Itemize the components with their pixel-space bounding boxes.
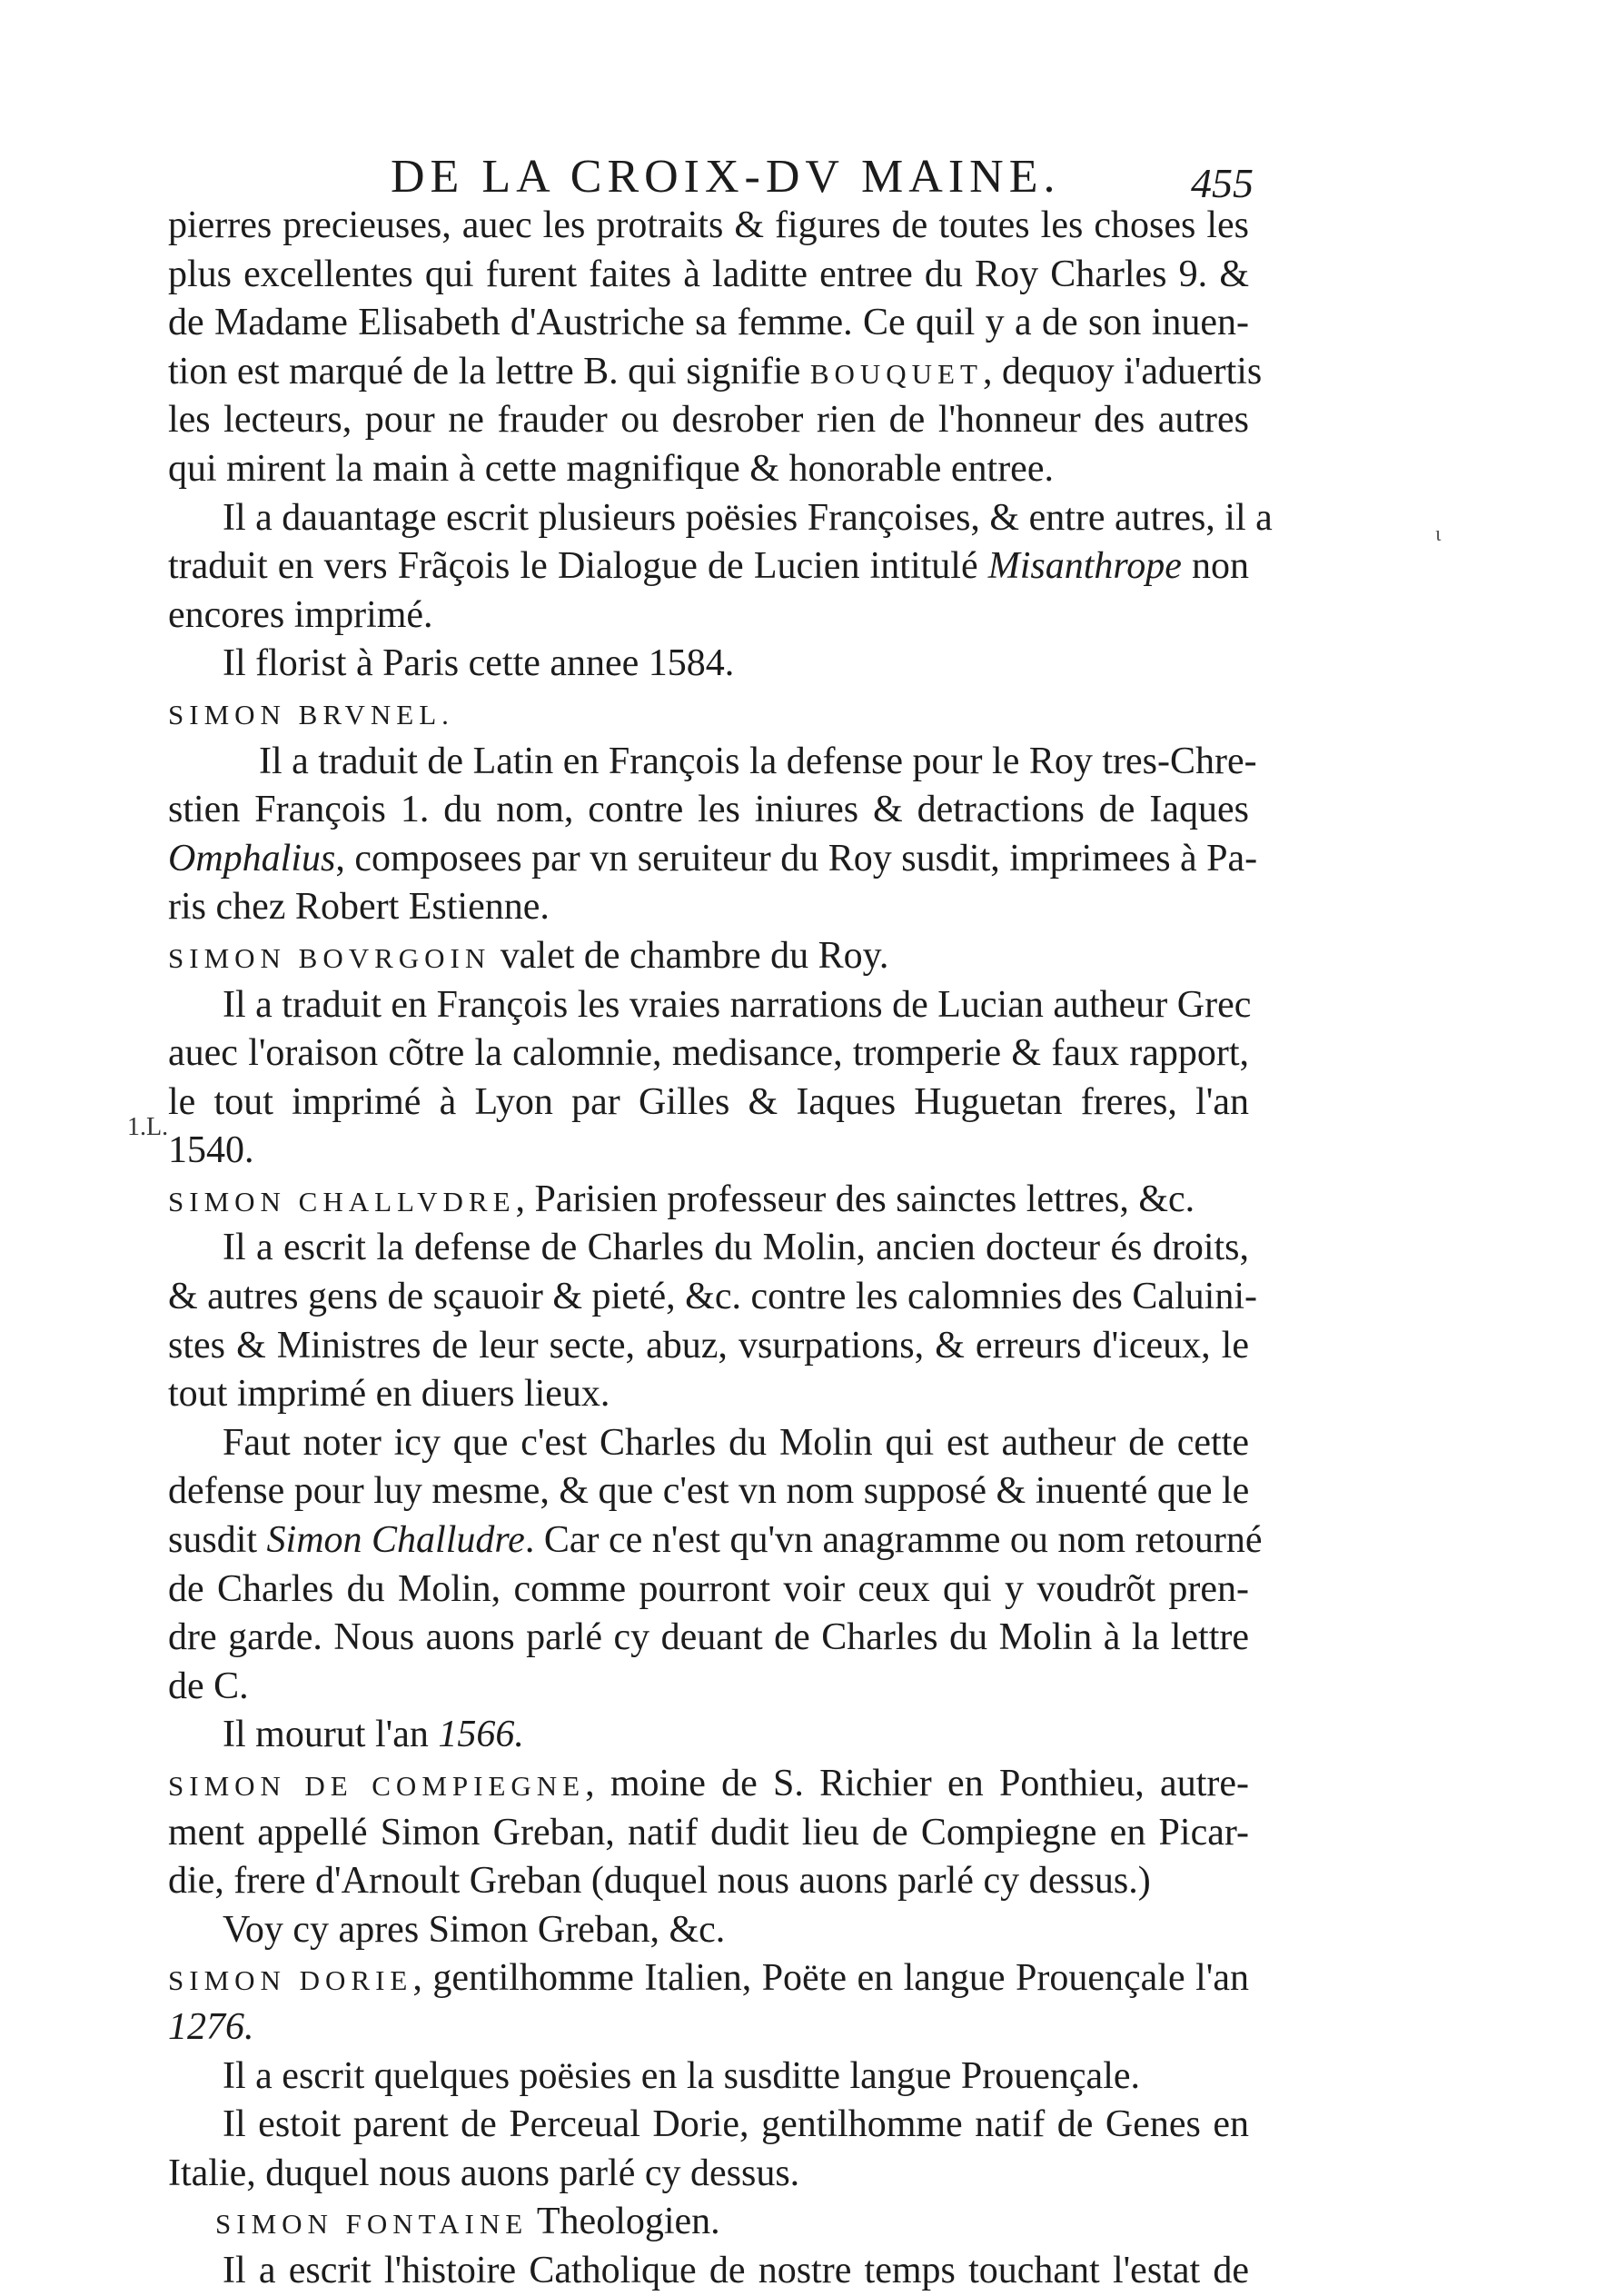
- text-line: dre garde. Nous auons parlé cy deuant de Charles du Molin à la lettre: [168, 1616, 1249, 1659]
- text-line: Il a dauantage escrit plusieurs poësies Françoises, & entre autres, il a: [223, 496, 1273, 539]
- text-line: le tout imprimé à Lyon par Gilles & Iaques Huguetan freres, l'an: [168, 1080, 1249, 1123]
- text-line: defense pour luy mesme, & que c'est vn nom supposé & inuenté que le: [168, 1470, 1250, 1513]
- entry-heading: SIMON FONTAINE Theologien.: [215, 2201, 720, 2243]
- text-line: ris chez Robert Estienne.: [168, 886, 550, 929]
- text-line: tout imprimé en diuers lieux.: [168, 1373, 610, 1416]
- text-line: 1540.: [168, 1129, 254, 1172]
- text-line: de C.: [168, 1665, 249, 1707]
- entry-heading: SIMON BOVRGOIN valet de chambre du Roy.: [168, 934, 889, 977]
- text-line: stien François 1. du nom, contre les iniures & detractions de Iaques: [168, 789, 1249, 831]
- text-line: Il a escrit quelques poësies en la susditte langue Prouençale.: [223, 2054, 1141, 2097]
- text-line: Il a traduit de Latin en François la defense pour le Roy tres-Chre-: [259, 740, 1257, 782]
- page-number: 455: [1191, 160, 1254, 206]
- text-line: pierres precieuses, auec les protraits & figures de toutes les choses les: [168, 204, 1249, 246]
- entry-heading: SIMON DORIE, gentilhomme Italien, Poëte en langue Prouençale l'an: [168, 1957, 1249, 2000]
- entry-heading: SIMON BRVNEL.: [168, 698, 454, 731]
- text-line: Il a escrit la defense de Charles du Molin, ancien docteur és droits,: [223, 1227, 1249, 1269]
- entry-heading: SIMON DE COMPIEGNE, moine de S. Richier en Ponthieu, autre-: [168, 1763, 1249, 1804]
- text-line: Italie, duquel nous auons parlé cy dessus.: [168, 2152, 800, 2194]
- text-line: Voy cy apres Simon Greban, &c.: [223, 1908, 726, 1951]
- italic-name: Simon Challudre: [257, 1519, 525, 1562]
- text-line: Il mourut l'an 1566.: [223, 1714, 524, 1756]
- text-line: 1276.: [168, 2005, 254, 2048]
- text-line: & autres gens de sçauoir & pieté, &c. contre les calomnies des Caluini-: [168, 1276, 1257, 1318]
- text-line: Il estoit parent de Perceual Dorie, gentilhomme natif de Genes en: [223, 2103, 1249, 2146]
- text-line: auec l'oraison cõtre la calomnie, medisance, tromperie & faux rapport,: [168, 1032, 1249, 1075]
- text-line: encores imprimé.: [168, 593, 433, 636]
- entry-heading: SIMON CHALLVDRE, Parisien professeur des sainctes lettres, &c.: [168, 1178, 1195, 1220]
- italic-title: Misanthrope: [987, 545, 1182, 588]
- text-line: plus excellentes qui furent faites à laditte entree du Roy Charles 9. &: [168, 253, 1249, 295]
- italic-name: Omphalius: [168, 837, 336, 880]
- text-line: susdit Simon Challudre. Car ce n'est qu'vn anagramme ou nom retourné: [168, 1519, 1263, 1562]
- text-line: de Charles du Molin, comme pourront voir ceux qui y voudrõt pren-: [168, 1567, 1249, 1610]
- text-line: tion est marqué de la lettre B. qui signifie BOUQUET, dequoy i'aduertis: [168, 350, 1263, 393]
- margin-note: 1.L.: [127, 1113, 169, 1141]
- text-line: de Madame Elisabeth d'Austriche sa femme. Ce quil y a de son inuen-: [168, 302, 1249, 344]
- text-line: Il florist à Paris cette annee 1584.: [223, 642, 735, 685]
- text-line: les lecteurs, pour ne frauder ou desrober rien de l'honneur des autres: [168, 399, 1249, 442]
- text-line: stes & Ministres de leur secte, abuz, vsurpations, & erreurs d'iceux, le: [168, 1324, 1249, 1367]
- text-line: Il a escrit l'histoire Catholique de nostre temps touchant l'estat de: [223, 2249, 1249, 2291]
- text-line: traduit en vers Frãçois le Dialogue de Lucien intitulé Misanthrope non: [168, 545, 1250, 588]
- text-line: Omphalius, composees par vn seruiteur du Roy susdit, imprimees à Pa-: [168, 837, 1258, 880]
- text-line: ment appellé Simon Greban, natif dudit lieu de Compiegne en Picar-: [168, 1811, 1249, 1854]
- text-block: [168, 202, 1273, 2296]
- small-caps-word: BOUQUET: [809, 357, 983, 390]
- margin-speck: ι: [1435, 522, 1442, 546]
- running-head: DE LA CROIX-DV MAINE.: [391, 151, 1061, 203]
- text-line: die, frere d'Arnoult Greban (duquel nous auons parlé cy dessus.): [168, 1860, 1151, 1903]
- text-line: qui mirent la main à cette magnifique & honorable entree.: [168, 447, 1054, 490]
- text-line: Faut noter icy que c'est Charles du Molin qui est autheur de cette: [223, 1421, 1249, 1464]
- text-line: Il a traduit en François les vraies narrations de Lucian autheur Grec: [223, 983, 1252, 1026]
